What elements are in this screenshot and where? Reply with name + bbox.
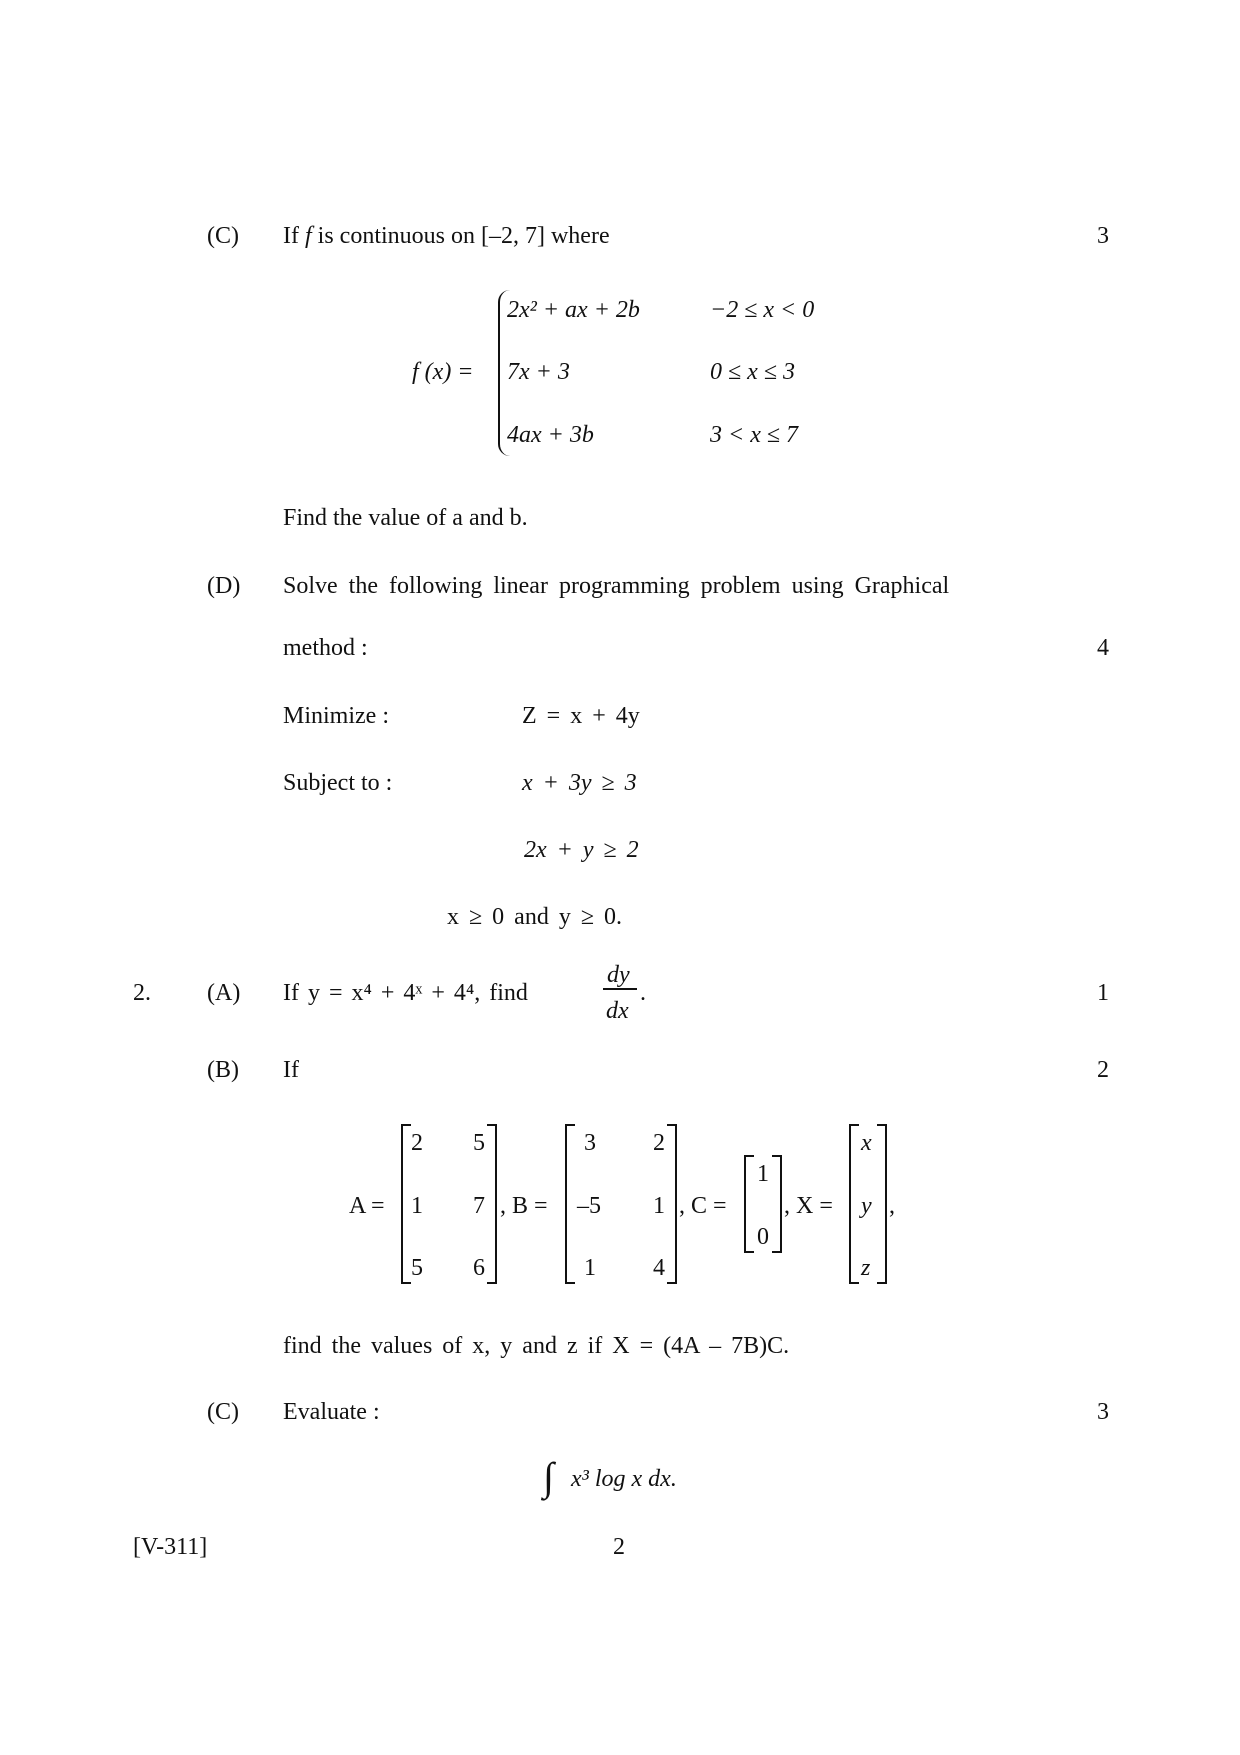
q2c-marks: 3 xyxy=(1097,1399,1109,1425)
q2a-text: If y = x⁴ + 4ˣ + 4⁴, find xyxy=(283,980,528,1006)
case-2-cond: 0 ≤ x ≤ 3 xyxy=(710,359,795,385)
integral-sign: ∫ xyxy=(543,1454,554,1499)
matrix-c-label: , C = xyxy=(679,1193,727,1219)
matrix-x-cell: y xyxy=(861,1193,872,1219)
matrix-a-right-bracket xyxy=(487,1124,497,1284)
matrix-b-cell: 1 xyxy=(653,1193,665,1219)
q1c-stem-b: is continuous on [–2, 7] where xyxy=(311,223,610,249)
matrix-a-cell: 2 xyxy=(411,1130,423,1156)
matrix-a-cell: 1 xyxy=(411,1193,423,1219)
q2a-period: . xyxy=(640,980,646,1006)
matrix-c-cell: 1 xyxy=(757,1161,769,1187)
q2a-frac-denominator: dx xyxy=(606,998,629,1024)
matrix-b-right-bracket xyxy=(667,1124,677,1284)
matrix-b-cell: 4 xyxy=(653,1255,665,1281)
q1c-marks: 3 xyxy=(1097,223,1109,249)
integrand: x³ log x dx. xyxy=(571,1466,677,1492)
non-negativity: x ≥ 0 and y ≥ 0. xyxy=(447,904,622,930)
fx-lhs: f (x) = xyxy=(412,359,474,385)
paper-code: [V-311] xyxy=(133,1534,208,1560)
q1d-stem-line2: method : xyxy=(283,635,368,661)
matrix-x-left-bracket xyxy=(849,1124,859,1284)
matrix-b-cell: 3 xyxy=(584,1130,596,1156)
case-1-cond: −2 ≤ x < 0 xyxy=(710,297,815,323)
constraint-1: x + 3y ≥ 3 xyxy=(522,770,637,796)
q2b-stem: If xyxy=(283,1057,299,1083)
matrix-c-cell: 0 xyxy=(757,1224,769,1250)
matrix-trailing-comma: , xyxy=(889,1193,895,1219)
case-1-expr: 2x² + ax + 2b xyxy=(507,297,640,323)
matrix-b-cell: 1 xyxy=(584,1255,596,1281)
matrix-c-left-bracket xyxy=(744,1155,754,1253)
q1c-stem-a: If xyxy=(283,223,305,249)
matrix-a-label: A = xyxy=(349,1193,385,1219)
matrix-c-right-bracket xyxy=(772,1155,782,1253)
constraint-2: 2x + y ≥ 2 xyxy=(524,837,639,863)
case-3-cond: 3 < x ≤ 7 xyxy=(710,422,799,448)
q1d-stem-line1: Solve the following linear programming problem using Graphical xyxy=(283,573,950,599)
matrix-b-label: , B = xyxy=(500,1193,548,1219)
matrix-b-left-bracket xyxy=(565,1124,575,1284)
q2-number: 2. xyxy=(133,980,151,1006)
q2a-marks: 1 xyxy=(1097,980,1109,1006)
matrix-b-cell: 2 xyxy=(653,1130,665,1156)
matrix-x-cell: z xyxy=(861,1255,871,1281)
subject-to-label: Subject to : xyxy=(283,770,393,796)
q2b-marks: 2 xyxy=(1097,1057,1109,1083)
page-number: 2 xyxy=(613,1534,625,1560)
case-2-expr: 7x + 3 xyxy=(507,359,570,385)
q2c-label: (C) xyxy=(207,1399,239,1425)
q2a-label: (A) xyxy=(207,980,241,1006)
matrix-a-cell: 7 xyxy=(473,1193,485,1219)
matrix-x-right-bracket xyxy=(877,1124,887,1284)
q1c-stem xyxy=(283,224,610,248)
matrix-x-label: , X = xyxy=(784,1193,833,1219)
minimize-label: Minimize : xyxy=(283,703,389,729)
objective-function: Z = x + 4y xyxy=(522,703,640,729)
q2a-frac-bar xyxy=(603,988,637,990)
matrix-b-cell: –5 xyxy=(577,1193,601,1219)
matrix-a-cell: 5 xyxy=(473,1130,485,1156)
matrix-a-left-bracket xyxy=(401,1124,411,1284)
q2b-find: find the values of x, y and z if X = (4A – 7B)C. xyxy=(283,1333,790,1359)
case-3-expr: 4ax + 3b xyxy=(507,422,594,448)
q1c-find: Find the value of a and b. xyxy=(283,505,528,531)
q1c-stem-f: f xyxy=(304,223,312,249)
matrix-x-cell: x xyxy=(861,1130,872,1156)
q2a-frac-numerator: dy xyxy=(607,962,630,988)
q1d-marks: 4 xyxy=(1097,635,1109,661)
q1d-label: (D) xyxy=(207,573,241,599)
matrix-a-cell: 5 xyxy=(411,1255,423,1281)
q2c-stem: Evaluate : xyxy=(283,1399,380,1425)
matrix-a-cell: 6 xyxy=(473,1255,485,1281)
q2b-label: (B) xyxy=(207,1057,239,1083)
q1c-label: (C) xyxy=(207,223,239,249)
